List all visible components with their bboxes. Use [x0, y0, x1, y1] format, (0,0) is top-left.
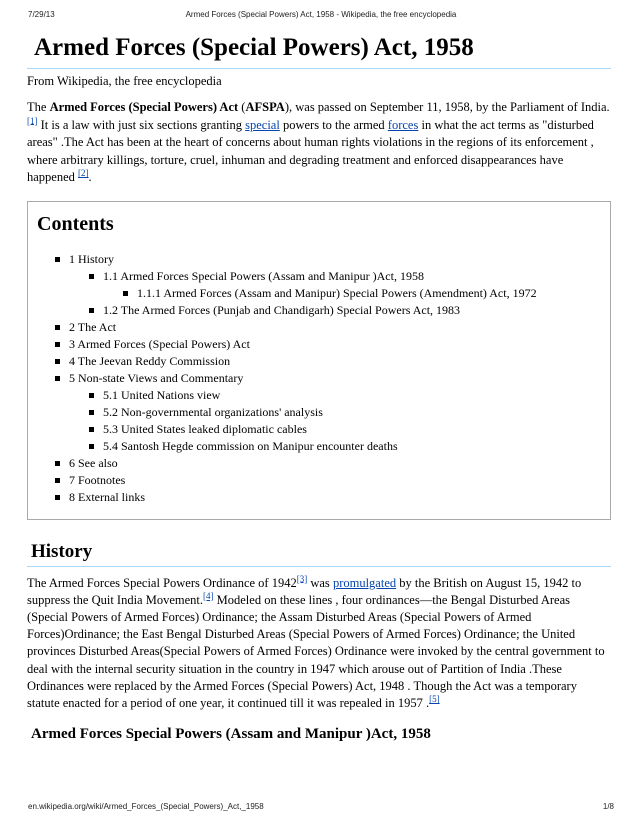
toc-item-the-act[interactable]: 2 The Act — [52, 319, 537, 336]
toc-list — [52, 251, 537, 506]
print-header — [28, 10, 614, 22]
print-page-number: 1/8 — [602, 802, 614, 811]
promulgated-link[interactable]: promulgated — [332, 575, 397, 590]
assam-manipur-subheading: Armed Forces Special Powers (Assam and Manipur )Act, 1958 — [31, 726, 431, 743]
reference-4-link[interactable]: [4] — [203, 590, 214, 601]
toc-item-see-also[interactable]: 6 See also — [52, 455, 537, 472]
toc-item-hegde-commission[interactable]: 5.4 Santosh Hegde commission on Manipur encounter deaths — [86, 438, 537, 455]
print-date: 7/29/13 — [28, 10, 55, 19]
article-title: Armed Forces (Special Powers) Act, 1958 — [27, 28, 611, 69]
reference-2-link[interactable]: [2] — [78, 167, 89, 178]
toc-item-punjab-chandigarh-act[interactable]: 1.2 The Armed Forces (Punjab and Chandigarh) Special Powers Act, 1983 — [86, 302, 537, 319]
toc-item-non-state-views[interactable]: 5 Non-state Views and Commentary 5.1 United Nations view 5.2 Non-governmental organizations' analysis 5.3 United States leaked diplomatic cables 5.4 Santosh Hegde commission on Manipur encounter deaths — [52, 370, 537, 455]
toc-item-amendment-act-1972[interactable]: 1.1.1 Armed Forces (Assam and Manipur) Special Powers (Amendment) Act, 1972 — [120, 285, 537, 302]
toc-item-history[interactable]: 1 History 1.1 Armed Forces Special Powers (Assam and Manipur )Act, 1958 1.1.1 Armed Forces (Assam and Manipur) Special Powers (Amendment) Act, 1972 1.2 The Armed Forces (Punjab and Chandigarh) Special Powers Act, 1983 — [52, 251, 537, 319]
toc-item-afspa[interactable]: 3 Armed Forces (Special Powers) Act — [52, 336, 537, 353]
toc-item-jeevan-reddy[interactable]: 4 The Jeevan Reddy Commission — [52, 353, 537, 370]
article-tagline: From Wikipedia, the free encyclopedia — [27, 74, 222, 88]
history-heading: History — [27, 538, 611, 567]
toc-item-ngo-analysis[interactable]: 5.2 Non-governmental organizations' analysis — [86, 404, 537, 421]
act-abbreviation: AFSPA — [245, 100, 285, 114]
special-link[interactable]: special — [245, 117, 280, 132]
toc-item-external-links[interactable]: 8 External links — [52, 489, 537, 506]
forces-link[interactable]: forces — [387, 117, 419, 132]
toc-item-assam-manipur-act[interactable]: 1.1 Armed Forces Special Powers (Assam and Manipur )Act, 1958 1.1.1 Armed Forces (Assam and Manipur) Special Powers (Amendment) Act, 1972 — [86, 268, 537, 302]
table-of-contents — [27, 201, 611, 520]
reference-3-link[interactable]: [3] — [296, 573, 308, 584]
reference-5-link[interactable]: [5] — [429, 693, 440, 704]
article-content — [27, 28, 611, 744]
toc-item-un-view[interactable]: 5.1 United Nations view — [86, 387, 537, 404]
print-url: en.wikipedia.org/wiki/Armed_Forces_(Special_Powers)_Act,_1958 — [28, 802, 264, 811]
act-name: Armed Forces (Special Powers) Act — [49, 100, 239, 114]
print-footer — [28, 802, 614, 814]
toc-item-footnotes[interactable]: 7 Footnotes — [52, 472, 537, 489]
print-page-title: Armed Forces (Special Powers) Act, 1958 - Wikipedia, the free encyclopedia — [185, 10, 457, 19]
reference-1-link[interactable]: [1] — [27, 115, 38, 126]
lead-paragraph: The Armed Forces (Special Powers) Act (AFSPA), was passed on September 11, 1958, by the Parliament of India.[1] It is a law with just six sections granting special powers to the armed forces in what the act terms as "disturbed areas" .The Act has been at the heart of concerns about human rights violations in the regions of its enforcement , where arbitrary killings, torture, cruel, inhuman and degrading treatment and enforced disappearances have happened [2]. — [27, 100, 610, 184]
toc-heading: Contents — [37, 212, 114, 235]
history-paragraph: The Armed Forces Special Powers Ordinance of 1942[3] was promulgated by the British on August 15, 1942 to suppress the Quit India Movement.[4] Modeled on these lines , four ordinances—the Bengal Disturbed Areas (Special Powers of Armed Forces) Ordinance; the Assam Disturbed Areas (Special Powers of Armed Forces)Ordinance; the East Bengal Disturbed Areas (Special Powers of Armed Forces) Ordinance; the United provinces Disturbed Areas(Special Powers of Armed Forces) Ordinance were invoked by the central government to deal with the internal security situation in the country in 1947 which arouse out of Partition of India .These Ordinances were replaced by the Armed Forces (Special Powers) Act, 1948 . Though the Act was a temporary statute enacted for a period of one year, it continued till it was repealed in 1957 .[5] — [27, 573, 605, 710]
toc-item-us-cables[interactable]: 5.3 United States leaked diplomatic cables — [86, 421, 537, 438]
